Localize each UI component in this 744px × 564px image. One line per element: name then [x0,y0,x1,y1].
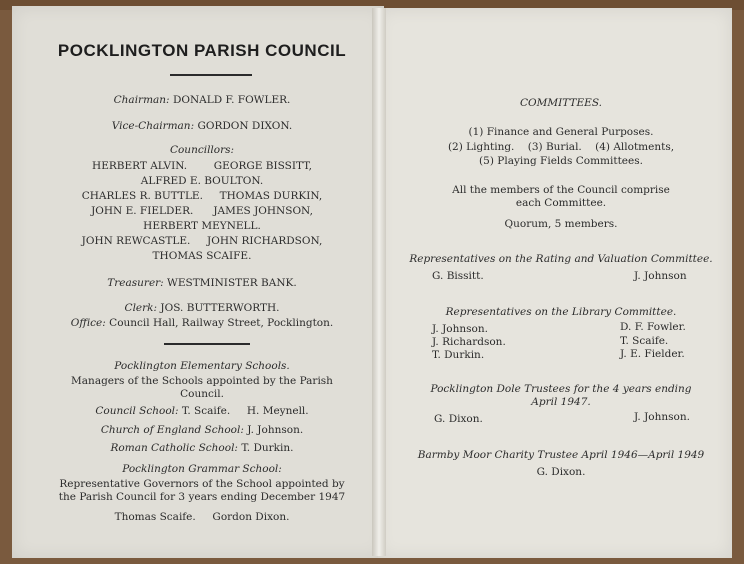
left-page [12,6,384,558]
vice-chairman-label: Vice-Chairman: [111,120,195,132]
governors-line: Representative Governors of the School appointed by [59,478,345,490]
dole-heading: April 1947. [531,396,591,408]
council-school-label: Council School: [95,405,179,417]
library-heading: Representatives on the Library Committee. [445,306,677,318]
coe-school-label: Church of England School: [100,424,244,436]
rc-school-name: T. Durkin. [241,442,294,454]
councillor-line: JOHN REWCASTLE. JOHN RICHARDSON, [81,235,323,247]
quorum-note: Quorum, 5 members. [504,218,618,230]
section-divider [164,343,250,345]
vice-chairman-name: GORDON DIXON. [197,120,293,132]
councillor-line: THOMAS SCAIFE. [152,250,252,262]
committee-line: (1) Finance and General Purposes. [468,126,654,138]
library-rep: T. Durkin. [432,349,485,361]
library-rep: D. F. Fowler. [620,321,686,333]
library-rep: J. Richardson. [432,336,506,348]
office-line [71,317,333,330]
library-rep: J. Johnson. [432,323,488,335]
committee-line: (5) Playing Fields Committees. [479,155,643,167]
vice-chairman-line [112,120,292,133]
title-divider [170,74,252,76]
page-title: POCKLINGTON PARISH COUNCIL [57,41,347,60]
rating-rep-right: J. Johnson [634,270,687,282]
treasurer-name: WESTMINISTER BANK. [167,277,297,289]
booklet-spine [372,8,386,556]
treasurer-line [107,277,296,290]
councillor-line: ALFRED E. BOULTON. [140,175,264,187]
dole-heading: Pocklington Dole Trustees for the 4 years ending [430,383,692,395]
rc-school-line [111,442,294,455]
rating-rep-left: G. Bissitt. [432,270,484,282]
members-note: each Committee. [515,197,607,209]
rating-heading: Representatives on the Rating and Valuation Committee. [409,253,713,265]
committees-heading: COMMITTEES. [520,97,602,109]
schools-heading: Pocklington Elementary Schools. [114,360,290,372]
clerk-line [125,302,280,315]
barmby-heading: Barmby Moor Charity Trustee April 1946—April 1949 [417,449,705,461]
coe-school-line [101,424,303,437]
councillor-line: JOHN E. FIELDER. JAMES JOHNSON, [91,205,313,217]
treasurer-label: Treasurer: [107,277,164,289]
council-school-names: T. Scaife. H. Meynell. [181,405,309,417]
governors-names: Thomas Scaife. Gordon Dixon. [114,511,290,523]
chairman-name: DONALD F. FOWLER. [172,94,291,106]
councillor-line: CHARLES R. BUTTLE. THOMAS DURKIN, [81,190,323,202]
managers-line: Managers of the Schools appointed by the Parish [71,375,333,387]
clerk-name: JOS. BUTTERWORTH. [160,302,280,314]
office-label: Office: [70,317,106,329]
chairman-line [114,94,291,107]
library-rep: T. Scaife. [620,335,669,347]
dole-trustee-right: J. Johnson. [634,411,690,423]
committee-line: (2) Lighting. (3) Burial. (4) Allotments, [447,141,675,153]
councillor-line: HERBERT MEYNELL. [143,220,261,232]
library-rep: J. E. Fielder. [620,348,685,360]
dole-trustee-left: G. Dixon. [434,413,483,425]
clerk-label: Clerk: [124,302,158,314]
councillors-label: Councillors: [169,144,235,156]
coe-school-name: J. Johnson. [247,424,304,436]
office-address: Council Hall, Railway Street, Pocklington. [109,317,334,329]
barmby-trustee: G. Dixon. [536,466,586,478]
managers-line: Council. [180,388,224,400]
governors-line: the Parish Council for 3 years ending December 1947 [58,491,346,503]
members-note: All the members of the Council comprise [452,184,670,196]
rc-school-label: Roman Catholic School: [110,442,238,454]
right-page [378,8,732,558]
councillor-line: HERBERT ALVIN. GEORGE BISSITT, [92,160,312,172]
grammar-heading: Pocklington Grammar School: [122,463,282,475]
chairman-label: Chairman: [113,94,170,106]
council-school-line [95,405,308,418]
